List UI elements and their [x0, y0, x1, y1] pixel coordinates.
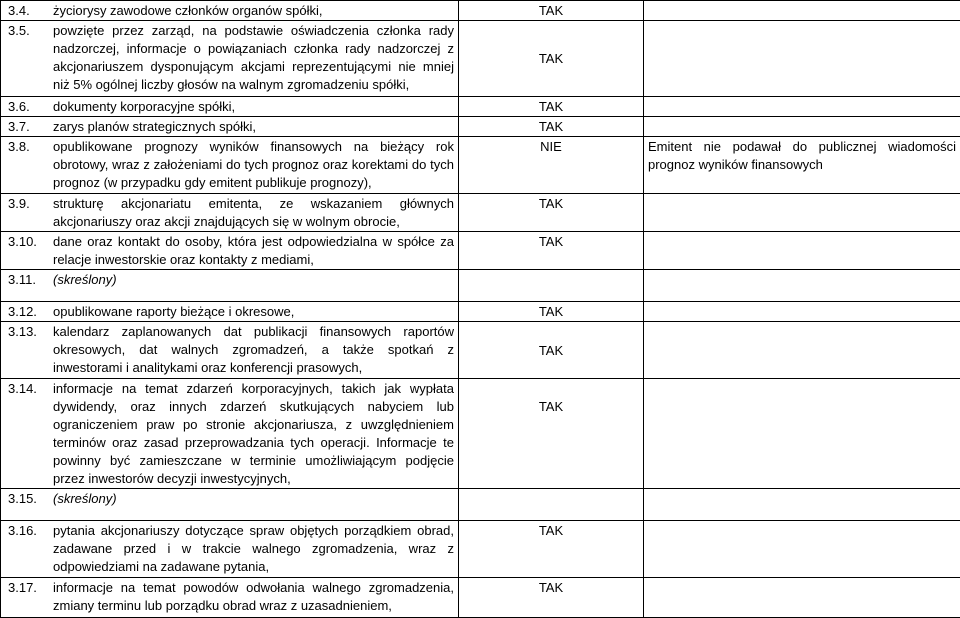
table-row [1, 521, 960, 578]
status-cell: TAK [459, 302, 644, 322]
item-number: 3.7. [8, 118, 53, 136]
comment-cell [644, 232, 960, 270]
item-number: 3.13. [8, 323, 53, 377]
table-row [1, 232, 960, 270]
comment-cell [644, 117, 960, 137]
comment-cell [644, 302, 960, 322]
item-number: 3.8. [8, 138, 53, 192]
item-number: 3.16. [8, 522, 53, 576]
status-cell: TAK [459, 521, 644, 578]
item-number: 3.9. [8, 195, 53, 231]
item-text: opublikowane raporty bieżące i okresowe, [53, 303, 454, 321]
item-text: informacje na temat zdarzeń korporacyjnych, takich jak wypłata dywidendy, oraz innych zdarzeń skutkujących nabyciem lub ograniczeniem praw po stronie akcjonariusza, z uwzględnieniem terminów oraz zasad przeprowadzania tych operacji. Informacje te powinny być zamieszczane w terminie umożliwiającym podjęcie przez inwestorów decyzji inwestycyjnych, [53, 380, 454, 488]
status-cell: TAK [459, 232, 644, 270]
item-number: 3.12. [8, 303, 53, 321]
comment-cell [644, 1, 960, 21]
item-text: opublikowane prognozy wyników finansowych na bieżący rok obrotowy, wraz z założeniami do tych prognoz oraz korektami do tych prognoz (w przypadku gdy emitent publikuje prognozy), [53, 138, 454, 192]
comment-cell [644, 379, 960, 489]
table-row [1, 379, 960, 489]
item-text: dane oraz kontakt do osoby, która jest odpowiedzialna w spółce za relacje inwestorskie oraz kontakty z mediami, [53, 233, 454, 269]
item-text: kalendarz zaplanowanych dat publikacji finansowych raportów okresowych, dat walnych zgromadzeń, a także spotkań z inwestorami i analitykami oraz konferencji prasowych, [53, 323, 454, 377]
status-cell: TAK [459, 322, 644, 379]
comment-cell [644, 270, 960, 302]
status-cell [459, 270, 644, 302]
table-row [1, 137, 960, 194]
table-row [1, 97, 960, 117]
item-number: 3.10. [8, 233, 53, 269]
table-row [1, 270, 960, 302]
status-cell: TAK [459, 97, 644, 117]
comment-text: Emitent nie podawał do publicznej wiadomości prognoz wyników finansowych [648, 138, 956, 174]
item-number: 3.6. [8, 98, 53, 116]
table-row [1, 1, 960, 21]
status-cell: TAK [459, 578, 644, 618]
status-cell: TAK [459, 21, 644, 97]
item-text: zarys planów strategicznych spółki, [53, 118, 454, 136]
comment-cell [644, 578, 960, 618]
item-number: 3.11. [8, 271, 53, 289]
item-number: 3.15. [8, 490, 53, 508]
item-text: (skreślony) [53, 490, 454, 508]
comment-cell [644, 21, 960, 97]
item-number: 3.17. [8, 579, 53, 615]
table-row [1, 117, 960, 137]
table-row [1, 489, 960, 521]
item-number: 3.4. [8, 2, 53, 20]
status-cell: TAK [459, 1, 644, 21]
comment-cell [644, 521, 960, 578]
status-cell: TAK [459, 194, 644, 232]
item-text: strukturę akcjonariatu emitenta, ze wskazaniem głównych akcjonariuszy oraz akcji znajdujących się w wolnym obrocie, [53, 195, 454, 231]
table-row [1, 302, 960, 322]
item-number: 3.5. [8, 22, 53, 94]
table-row [1, 322, 960, 379]
item-text: życiorysy zawodowe członków organów spółki, [53, 2, 454, 20]
item-number: 3.14. [8, 380, 53, 488]
table-row [1, 194, 960, 232]
table-row [1, 578, 960, 618]
status-cell [459, 489, 644, 521]
item-text: informacje na temat powodów odwołania walnego zgromadzenia, zmiany terminu lub porządku obrad wraz z uzasadnieniem, [53, 579, 454, 615]
comment-cell [644, 194, 960, 232]
comment-cell [644, 97, 960, 117]
table-row [1, 21, 960, 97]
status-cell: TAK [459, 117, 644, 137]
item-text: dokumenty korporacyjne spółki, [53, 98, 454, 116]
status-cell: TAK [463, 380, 639, 416]
item-text: (skreślony) [53, 271, 454, 289]
status-cell: NIE [459, 137, 644, 194]
comment-cell [644, 322, 960, 379]
item-text: pytania akcjonariuszy dotyczące spraw objętych porządkiem obrad, zadawane przed i w trakcie walnego zgromadzenia, wraz z odpowiedziami na zadawane pytania, [53, 522, 454, 576]
item-text: powzięte przez zarząd, na podstawie oświadczenia członka rady nadzorczej, informacje o powiązaniach członka rady nadzorczej z akcjonariuszem dysponującym akcjami reprezentującymi nie mniej niż 5% ogólnej liczby głosów na walnym zgromadzeniu spółki, [53, 22, 454, 94]
comment-cell [644, 489, 960, 521]
